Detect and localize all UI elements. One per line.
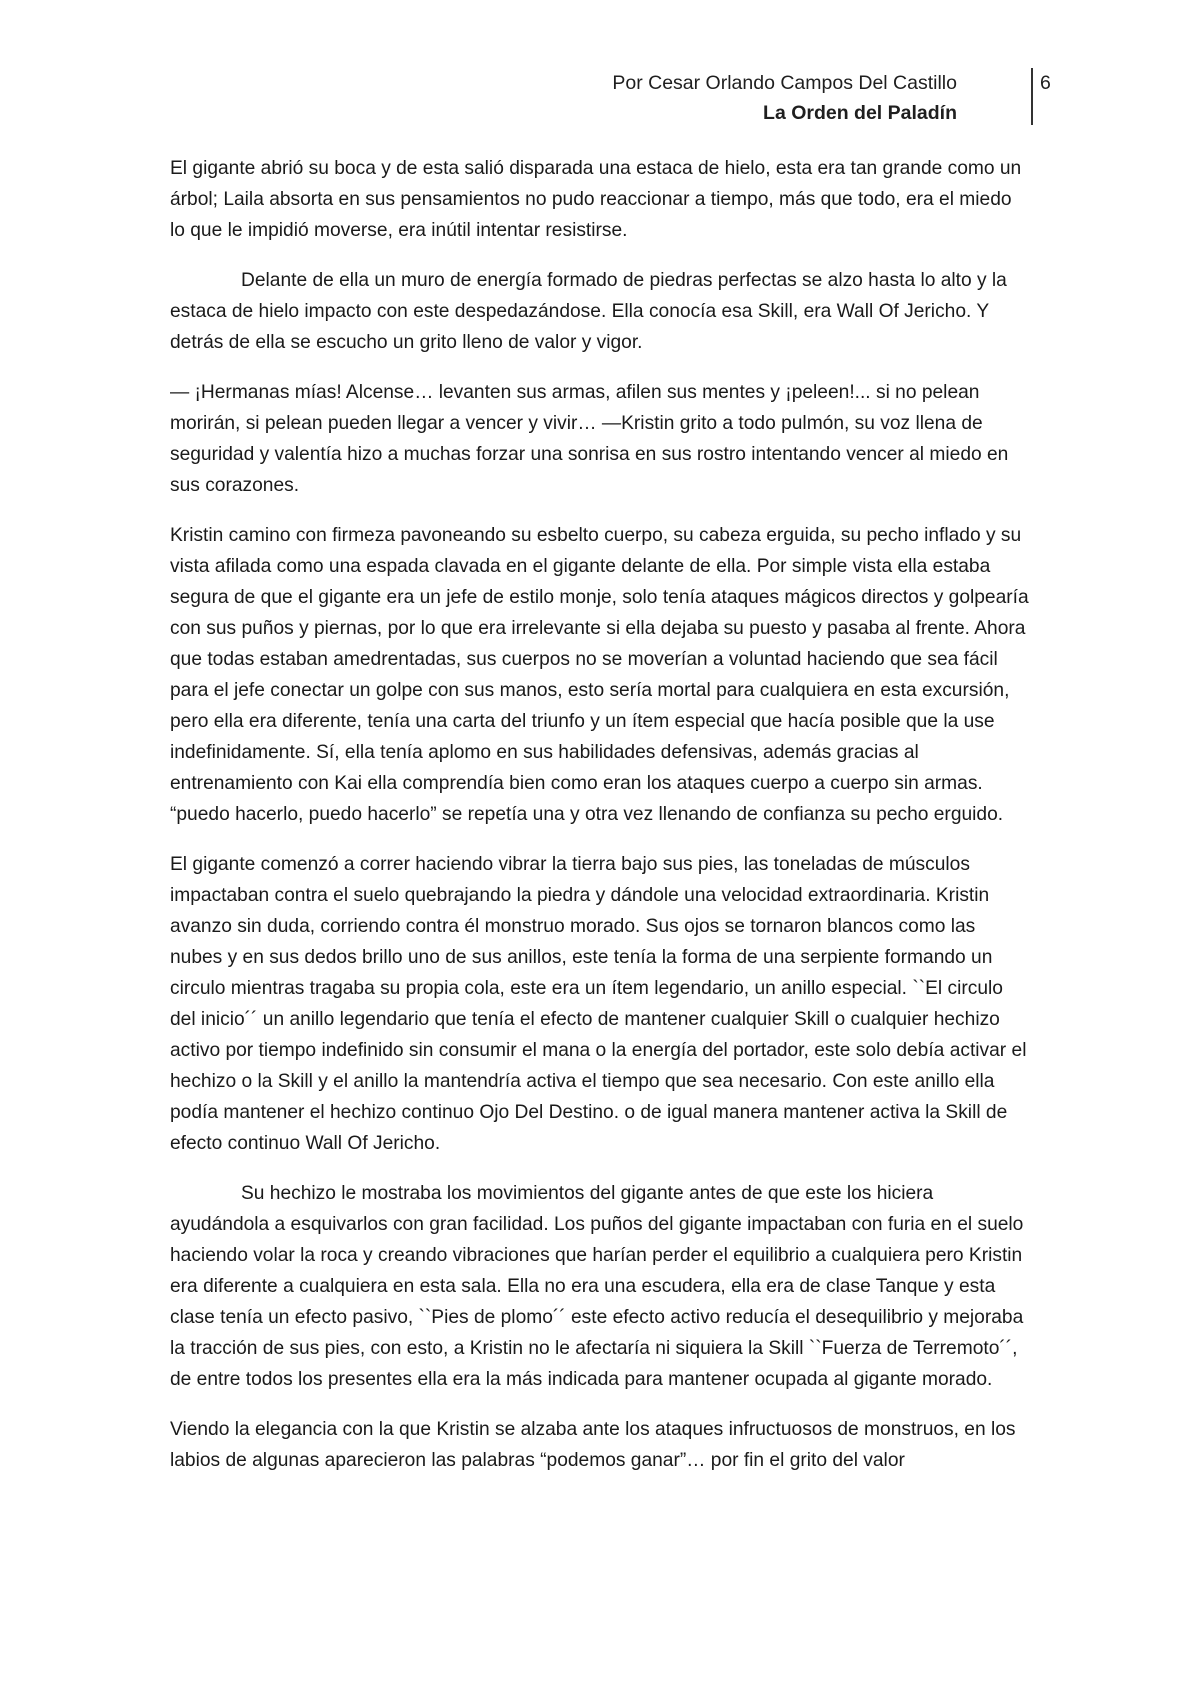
header-book-title: La Orden del Paladín (763, 102, 957, 124)
body-text (170, 153, 1030, 1495)
running-header (612, 68, 957, 128)
page-number: 6 (1040, 72, 1051, 94)
header-author: Por Cesar Orlando Campos Del Castillo (612, 72, 957, 94)
paragraph: El gigante abrió su boca y de esta salió disparada una estaca de hielo, esta era tan grande como un árbol; Laila absorta en sus pensamientos no pudo reaccionar a tiempo, más que todo, era el miedo lo que le impidió moverse, era inútil intentar resistirse. (170, 158, 1022, 241)
paragraph: El gigante comenzó a correr haciendo vibrar la tierra bajo sus pies, las toneladas de músculos impactaban contra el suelo quebrajando la piedra y dándole una velocidad extraordinaria. Kristin avanzo sin duda, corriendo contra él monstruo morado. Sus ojos se tornaron blancos como las nubes y en sus dedos brillo uno de sus anillos, este tenía la forma de una serpiente formando un circulo mientras tragaba su propia cola, este era un ítem legendario, un anillo especial. ``El circulo del inicio´´ un anillo legendario que tenía el efecto de mantener cualquier Skill o cualquier hechizo activo por tiempo indefinido sin consumir el mana o la energía del portador, este solo debía activar el hechizo o la Skill y el anillo la mantendría activa el tiempo que sea necesario. Con este anillo ella podía mantener el hechizo continuo Ojo Del Destino. o de igual manera mantener activa la Skill de efecto continuo Wall Of Jericho. (170, 854, 1027, 1154)
paragraph: Kristin camino con firmeza pavoneando su esbelto cuerpo, su cabeza erguida, su pecho inflado y su vista afilada como una espada clavada en el gigante delante de ella. Por simple vista ella estaba segura de que el gigante era un jefe de estilo monje, solo tenía ataques mágicos directos y golpearía con sus puños y piernas, por lo que era irrelevante si ella dejaba su puesto y pasaba al frente. Ahora que todas estaban amedrentadas, sus cuerpos no se moverían a voluntad haciendo que sea fácil para el jefe conectar un golpe con sus manos, esto sería mortal para cualquiera en esta excursión, pero ella era diferente, tenía una carta del triunfo y un ítem especial que hacía posible que la use indefinidamente. Sí, ella tenía aplomo en sus habilidades defensivas, además gracias al entrenamiento con Kai ella comprendía bien como eran los ataques cuerpo a cuerpo sin armas. “puedo hacerlo, puedo hacerlo” se repetía una y otra vez llenando de confianza su pecho erguido. (170, 525, 1029, 825)
paragraph: Delante de ella un muro de energía formado de piedras perfectas se alzo hasta lo alto y la estaca de hielo impacto con este despedazándose. Ella conocía esa Skill, era Wall Of Jericho. Y detrás de ella se escucho un grito lleno de valor y vigor. (170, 270, 1007, 353)
paragraph: Viendo la elegancia con la que Kristin se alzaba ante los ataques infructuosos de monstruos, en los labios de algunas aparecieron las palabras “podemos ganar”… por fin el grito del valor (170, 1419, 1016, 1471)
paragraph: — ¡Hermanas mías! Alcense… levanten sus armas, afilen sus mentes y ¡peleen!... si no pelean morirán, si pelean pueden llegar a vencer y vivir… —Kristin grito a todo pulmón, su voz llena de seguridad y valentía hizo a muchas forzar una sonrisa en sus rostro intentando vencer al miedo en sus corazones. (170, 382, 1009, 496)
paragraph: Su hechizo le mostraba los movimientos del gigante antes de que este los hiciera ayudándola a esquivarlos con gran facilidad. Los puños del gigante impactaban con furia en el suelo haciendo volar la roca y creando vibraciones que harían perder el equilibrio a cualquiera pero Kristin era diferente a cualquiera en esta sala. Ella no era una escudera, ella era de clase Tanque y esta clase tenía un efecto pasivo, ``Pies de plomo´´ este efecto activo reducía el desequilibrio y mejoraba la tracción de sus pies, con esto, a Kristin no le afectaría ni siquiera la Skill ``Fuerza de Terremoto´´, de entre todos los presentes ella era la más indicada para mantener ocupada al gigante morado. (170, 1183, 1024, 1390)
header-divider (1031, 68, 1033, 125)
